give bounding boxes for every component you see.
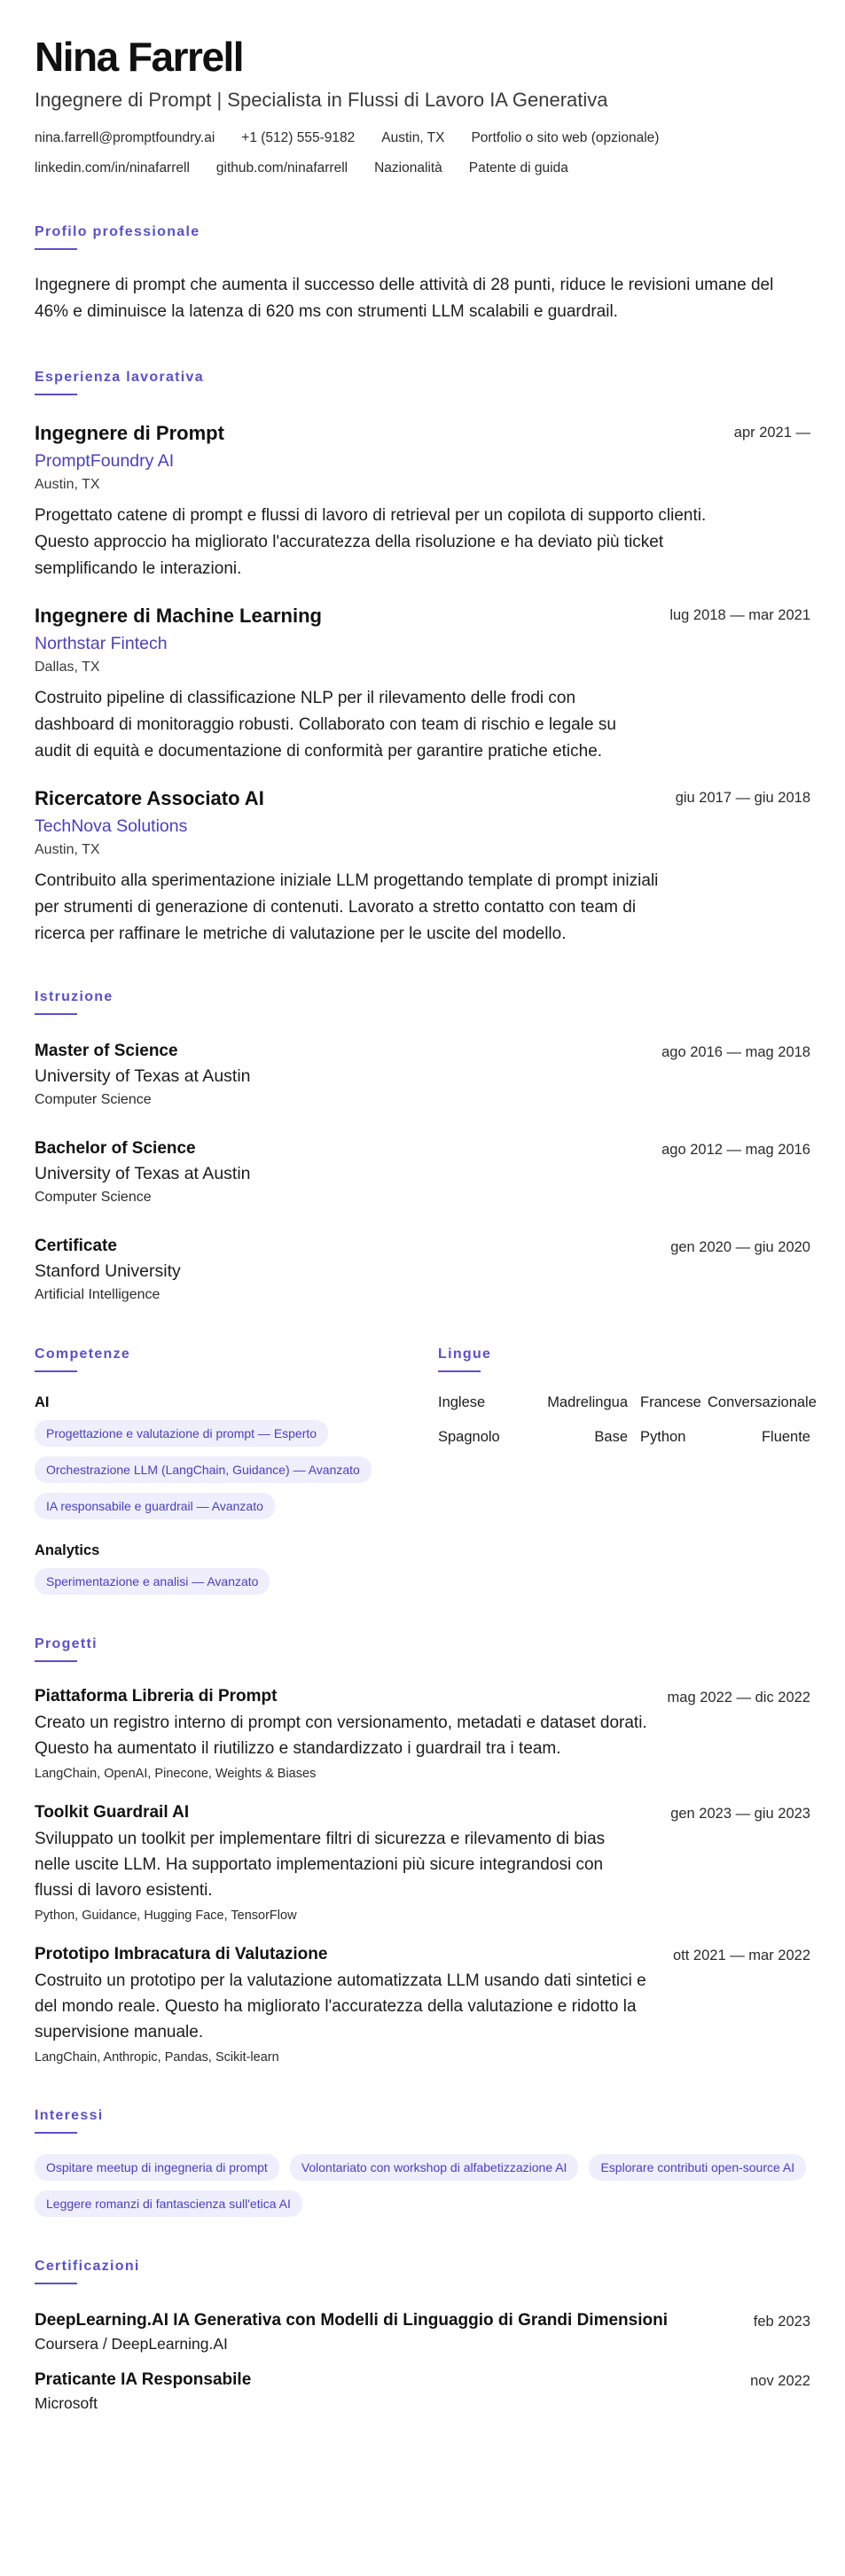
language-level: Madrelingua <box>547 1394 628 1410</box>
education-field: Artificial Intelligence <box>35 1287 160 1302</box>
section-title: Esperienza lavorativa <box>35 370 204 385</box>
education-dates: ago 2016 — mag 2018 <box>661 1044 810 1060</box>
section-title: Certificazioni <box>35 2259 140 2274</box>
section-divider <box>35 1370 77 1372</box>
resume-header <box>35 34 810 177</box>
language-level: Base <box>594 1429 628 1445</box>
job-dates: giu 2017 — giu 2018 <box>675 790 810 806</box>
interest-chip: Leggere romanzi di fantascienza sull'etica AI <box>35 2190 302 2217</box>
section-title: Profilo professionale <box>35 224 200 239</box>
section-title: Lingue <box>438 1347 492 1362</box>
education-section <box>35 988 810 1305</box>
contact-linkedin[interactable]: linkedin.com/in/ninafarrell <box>35 160 190 176</box>
projects-section <box>35 1635 810 2066</box>
language-name: Inglese <box>438 1394 486 1410</box>
section-title: Interessi <box>35 2108 104 2123</box>
education-entry <box>35 1041 810 1110</box>
project-dates: ott 2021 — mar 2022 <box>672 1948 810 1963</box>
skills-section <box>35 1346 438 1595</box>
skill-group-title: Analytics <box>35 1542 100 1558</box>
section-title: Istruzione <box>35 989 113 1004</box>
skills-languages-row <box>35 1346 817 1595</box>
section-title: Progetti <box>35 1636 98 1651</box>
skill-group <box>35 1541 438 1595</box>
contact-row-1 <box>35 129 810 147</box>
education-dates: gen 2020 — giu 2020 <box>670 1239 810 1255</box>
project-tech: LangChain, Anthropic, Pandas, Scikit-learn <box>35 2050 279 2065</box>
certification-issuer: Coursera / DeepLearning.AI <box>35 2335 228 2353</box>
project-tech: LangChain, OpenAI, Pinecone, Weights & Biases <box>35 1767 317 1781</box>
contact-email[interactable]: nina.farrell@promptfoundry.ai <box>35 130 215 145</box>
section-divider <box>35 1660 77 1662</box>
job-dates: lug 2018 — mar 2021 <box>669 607 810 623</box>
languages-section <box>438 1346 817 1595</box>
education-dates: ago 2012 — mag 2016 <box>661 1142 810 1158</box>
section-divider <box>438 1370 481 1372</box>
project-title: Piattaforma Libreria di Prompt <box>35 1687 278 1706</box>
certification-entry <box>35 2310 810 2354</box>
job-location: Austin, TX <box>35 477 100 492</box>
interest-chip: Esplorare contributi open-source AI <box>589 2154 806 2181</box>
contact-driving-license: Patente di guida <box>468 160 568 176</box>
job-description: Contribuito alla sperimentazione iniziale LLM progettando template di prompt iniziali per strumenti di generazione di contenuti. Lavorato a stretto contatto con team di ricerca per raffinare le metriche di valutazione per le uscite del modello. <box>35 871 659 943</box>
candidate-name: Nina Farrell <box>35 34 244 80</box>
education-field: Computer Science <box>35 1092 152 1107</box>
certification-entry <box>35 2369 810 2414</box>
section-divider <box>35 1013 77 1015</box>
education-degree: Certificate <box>35 1237 117 1255</box>
project-description: Creato un registro interno di prompt con versionamento, metadati e dataset dorati. Questo ha aumentato il riutilizzo e standardizzato i guardrail tra i team. <box>35 1713 647 1758</box>
skill-group-title: AI <box>35 1394 50 1410</box>
contact-github[interactable]: github.com/ninafarrell <box>215 160 348 176</box>
section-title: Competenze <box>35 1347 131 1362</box>
language-row <box>438 1427 810 1447</box>
section-divider <box>35 248 77 250</box>
skill-chip-list <box>35 1568 438 1595</box>
job-location: Dallas, TX <box>35 660 100 675</box>
certification-date: nov 2022 <box>750 2373 810 2389</box>
certification-name: Praticante IA Responsabile <box>35 2370 252 2389</box>
project-entry <box>35 1802 810 1924</box>
contact-row-2 <box>35 160 810 177</box>
project-title: Toolkit Guardrail AI <box>35 1803 190 1822</box>
skill-chip: Progettazione e valutazione di prompt — Esperto <box>35 1420 328 1447</box>
project-title: Prototipo Imbracatura di Valutazione <box>35 1945 328 1963</box>
language-level: Fluente <box>761 1429 810 1445</box>
certification-date: feb 2023 <box>753 2314 810 2330</box>
summary-text: Ingegnere di prompt che aumenta il successo delle attività di 28 punti, riduce le revisioni umane del 46% e diminuisce la latenza di 620 ms con strumenti LLM scalabili e guardrail. <box>35 276 774 321</box>
job-location: Austin, TX <box>35 842 100 857</box>
education-school: Stanford University <box>35 1261 181 1281</box>
section-divider <box>35 2283 77 2284</box>
skill-chip: IA responsabile e guardrail — Avanzato <box>35 1493 275 1519</box>
job-company: TechNova Solutions <box>35 816 188 836</box>
interests-section <box>35 2107 810 2217</box>
contact-location: Austin, TX <box>381 130 445 145</box>
project-entry <box>35 1686 810 1783</box>
job-description: Progettato catene di prompt e flussi di lavoro di retrieval per un copilota di supporto clienti. Questo approccio ha migliorato l'accuratezza della risoluzione e ha deviato più ticket semplificando le interazioni. <box>35 506 707 578</box>
language-name: Python <box>640 1429 686 1445</box>
education-degree: Master of Science <box>35 1042 178 1060</box>
language-level: Conversazionale <box>708 1394 817 1410</box>
language-name: Spagnolo <box>438 1429 500 1445</box>
skill-chip-list <box>35 1420 438 1519</box>
education-school: University of Texas at Austin <box>35 1164 251 1183</box>
section-divider <box>35 394 77 395</box>
interest-chip: Volontariato con workshop di alfabetizzazione AI <box>290 2154 579 2181</box>
project-tech: Python, Guidance, Hugging Face, TensorFlow <box>35 1909 297 1923</box>
education-field: Computer Science <box>35 1190 152 1205</box>
interest-chip-list <box>35 2154 810 2217</box>
project-description: Sviluppato un toolkit per implementare filtri di sicurezza e rilevamento di bias nelle uscite LLM. Ha supportato implementazioni più sicure integrandosi con flussi di lavoro esistenti. <box>35 1830 606 1900</box>
education-entry <box>35 1138 810 1207</box>
contact-portfolio[interactable]: Portfolio o sito web (opzionale) <box>471 130 660 145</box>
certification-issuer: Microsoft <box>35 2394 98 2412</box>
job-company: PromptFoundry AI <box>35 451 175 471</box>
certification-name: DeepLearning.AI IA Generativa con Modelli di Linguaggio di Grandi Dimensioni <box>35 2311 668 2330</box>
job-title: Ricercatore Associato AI <box>35 787 264 809</box>
job-entry <box>35 421 810 582</box>
certifications-section <box>35 2258 810 2414</box>
project-entry <box>35 1944 810 2066</box>
education-school: University of Texas at Austin <box>35 1066 251 1086</box>
skill-group <box>35 1393 438 1519</box>
education-entry <box>35 1236 810 1305</box>
contact-phone[interactable]: +1 (512) 555-9182 <box>241 130 356 145</box>
candidate-title: Ingegnere di Prompt | Specialista in Flussi di Lavoro IA Generativa <box>35 89 608 111</box>
section-divider <box>35 2132 77 2134</box>
contact-nationality: Nazionalità <box>374 160 442 176</box>
job-title: Ingegnere di Prompt <box>35 422 224 444</box>
education-degree: Bachelor of Science <box>35 1139 196 1158</box>
job-title: Ingegnere di Machine Learning <box>35 605 322 627</box>
job-entry <box>35 604 810 765</box>
language-row <box>438 1393 817 1412</box>
project-dates: mag 2022 — dic 2022 <box>667 1690 810 1706</box>
summary-section <box>35 223 810 325</box>
language-name: Francese <box>640 1394 701 1410</box>
experience-section <box>35 369 810 948</box>
project-description: Costruito un prototipo per la valutazione automatizzata LLM usando dati sintetici e del mondo reale. Questo ha migliorato l'accuratezza della valutazione e ridotto la supervisione manuale. <box>35 1971 646 2041</box>
job-entry <box>35 786 810 948</box>
skill-chip: Sperimentazione e analisi — Avanzato <box>35 1568 270 1595</box>
job-dates: apr 2021 — <box>733 425 810 441</box>
interest-chip: Ospitare meetup di ingegneria di prompt <box>35 2154 279 2181</box>
job-description: Costruito pipeline di classificazione NLP per il rilevamento delle frodi con dashboard di monitoraggio robusti. Collaborato con team di rischio e legale su audit di equità e documentazione di conformità per garantire pratiche etiche. <box>35 689 616 761</box>
job-company: Northstar Fintech <box>35 634 168 653</box>
project-dates: gen 2023 — giu 2023 <box>670 1806 810 1822</box>
skill-chip: Orchestrazione LLM (LangChain, Guidance) — Avanzato <box>35 1456 372 1483</box>
